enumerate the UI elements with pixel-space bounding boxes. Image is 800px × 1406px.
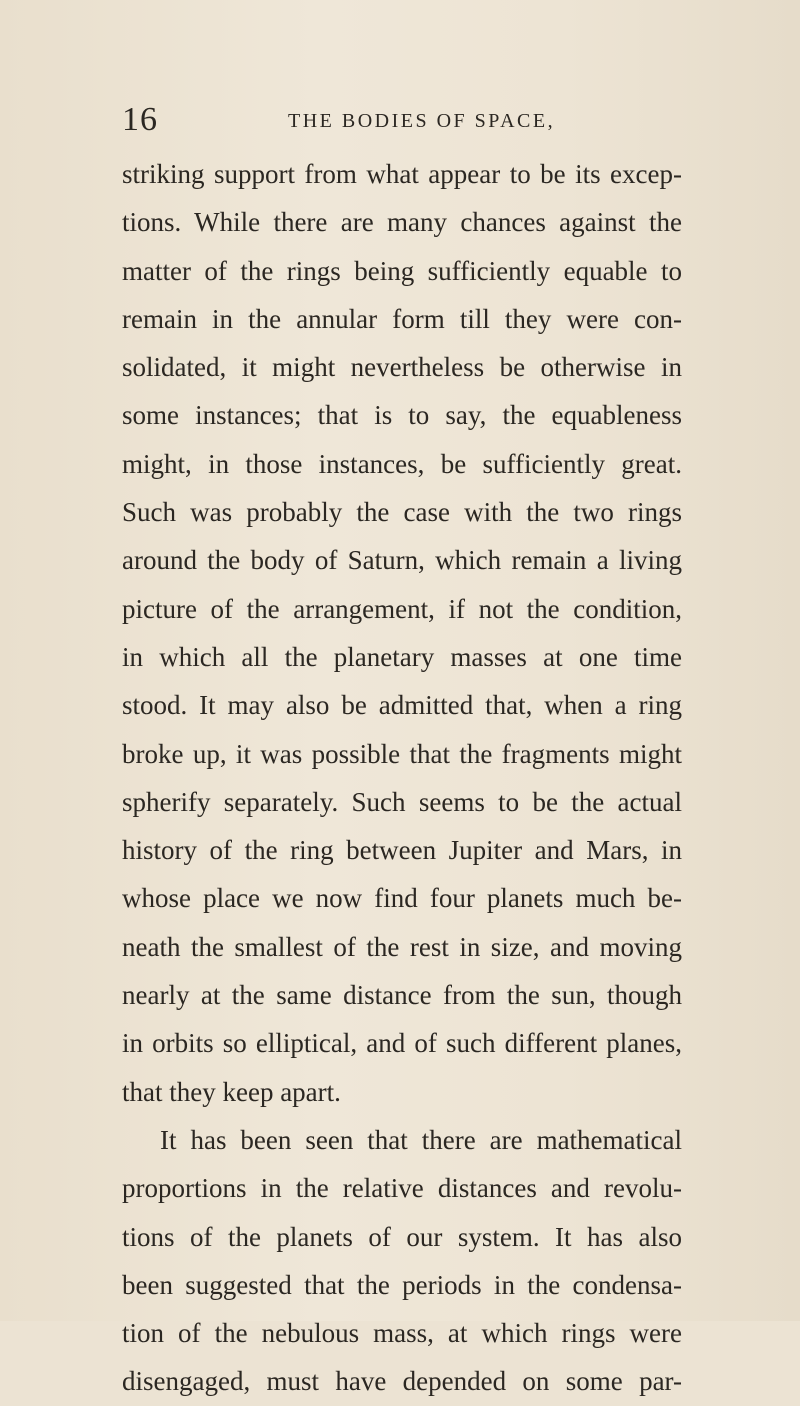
text-line: stood. It may also be admitted that, when a ring — [122, 690, 682, 721]
text-line: solidated, it might nevertheless be otherwise in — [122, 352, 682, 383]
text-line: tion of the nebulous mass, at which rings were — [122, 1318, 682, 1349]
text-line: whose place we now find four planets much be- — [122, 883, 682, 914]
text-line: neath the smallest of the rest in size, and moving — [122, 931, 682, 962]
paragraph-first-line: It has been seen that there are mathematical — [160, 1124, 682, 1155]
text-line: history of the ring between Jupiter and Mars, in — [122, 835, 682, 866]
text-line: been suggested that the periods in the condensa- — [122, 1269, 682, 1300]
text-line: might, in those instances, be sufficiently great. — [122, 448, 682, 479]
text-line: Such was probably the case with the two rings — [122, 497, 682, 528]
text-line: tions of the planets of our system. It has also — [122, 1221, 682, 1252]
text-line: remain in the annular form till they were con- — [122, 303, 682, 334]
page-number: 16 — [122, 101, 158, 138]
paragraph-last-line: that they keep apart. — [122, 1076, 341, 1107]
page-header — [122, 100, 682, 140]
body-text — [122, 150, 682, 1406]
text-line: spherify separately. Such seems to be the actual — [122, 786, 682, 817]
text-line: broke up, it was possible that the fragments might — [122, 738, 682, 769]
text-line: nearly at the same distance from the sun, though — [122, 980, 682, 1011]
text-line: around the body of Saturn, which remain a living — [122, 545, 682, 576]
text-line: in orbits so elliptical, and of such different planes, — [122, 1028, 682, 1059]
text-line: picture of the arrangement, if not the condition, — [122, 593, 682, 624]
text-line: some instances; that is to say, the equableness — [122, 400, 682, 431]
text-line: matter of the rings being sufficiently equable to — [122, 255, 682, 286]
text-line: proportions in the relative distances and revolu- — [122, 1173, 682, 1204]
text-line: in which all the planetary masses at one time — [122, 641, 682, 672]
text-line: tions. While there are many chances against the — [122, 207, 682, 238]
text-line: striking support from what appear to be its excep- — [122, 159, 682, 189]
running-title: THE BODIES OF SPACE, — [288, 110, 556, 132]
text-line: disengaged, must have depended on some par- — [122, 1366, 682, 1397]
